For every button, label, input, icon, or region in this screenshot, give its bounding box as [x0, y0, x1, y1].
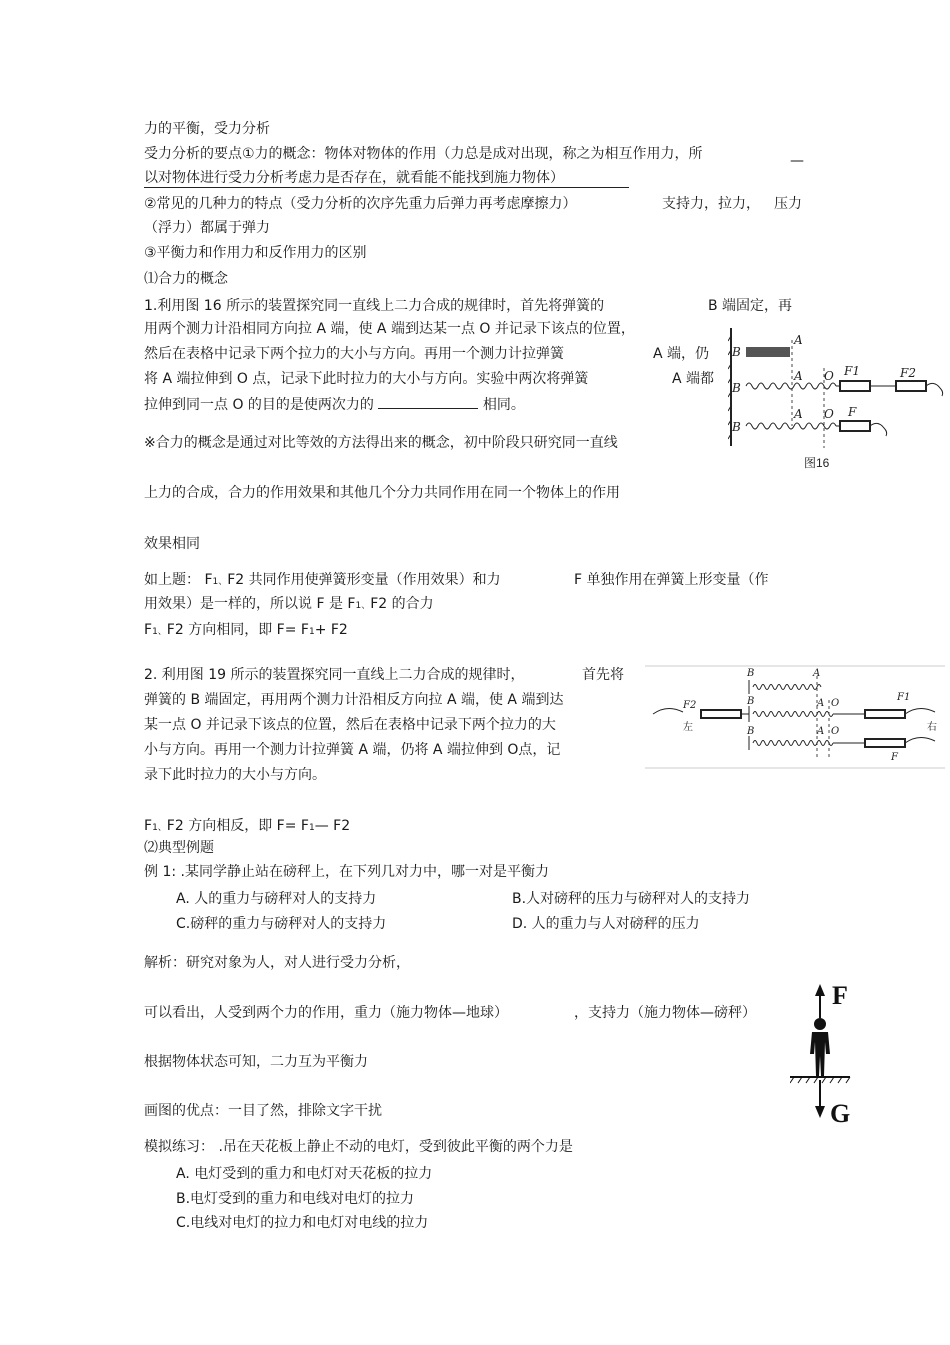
fig16-label-a2: A	[794, 369, 803, 383]
eq2-b: F2 方向相反，即 F= F	[166, 818, 309, 834]
q2-line-4: 小与方向。再用一个测力计拉弹簧 A 端，仍将 A 端拉伸到 O点，记	[144, 742, 561, 758]
eq1-line-2	[144, 595, 434, 615]
practice-stem: 模拟练习： .吊在天花板上静止不动的电灯，受到彼此平衡的两个力是	[144, 1139, 573, 1155]
figure-19	[645, 664, 945, 770]
point-2-line-2: （浮力）都属于弹力	[144, 220, 270, 236]
fig16-label-b2: B	[732, 381, 741, 395]
fig16-label-b1: B	[732, 345, 741, 359]
point-3: ③平衡力和作用力和反作用力的区别	[144, 245, 367, 261]
eq1-l3-sub: 1、	[152, 627, 167, 637]
eq1-text-a: 如上题： F	[144, 572, 213, 588]
q2-line-3: 某一点 O 并记录下该点的位置，然后在表格中记录下两个拉力的大	[144, 717, 556, 733]
example-option-a: A. 人的重力与磅秤对人的支持力	[176, 891, 377, 907]
fig16-label-f1: F1	[844, 364, 860, 378]
practice-option-b: B.电灯受到的重力和电线对电灯的拉力	[176, 1191, 415, 1207]
point-2-pressure: 压力	[774, 196, 802, 212]
fig16-label-o2: O	[824, 369, 834, 383]
analysis-line-3: 根据物体状态可知，二力互为平衡力	[144, 1054, 368, 1070]
fig16-label-a1: A	[794, 333, 803, 347]
page-heading: 力的平衡，受力分析	[144, 121, 270, 137]
eq2-a: F	[144, 818, 153, 834]
fig19-label-f1: F1	[897, 692, 911, 703]
fig16-label-o3: O	[824, 407, 834, 421]
fig19-label-left: 左	[683, 722, 693, 733]
q2-line-1: 2. 利用图 19 所示的装置探究同一直线上二力合成的规律时，	[144, 667, 525, 683]
example-option-d: D. 人的重力与人对磅秤的压力	[512, 916, 700, 932]
eq1-l2-a: 用效果）是一样的，所以说 F 是 F	[144, 596, 356, 612]
analysis-line-2: 可以看出，人受到两个力的作用，重力（施力物体—地球）	[144, 1005, 508, 1021]
eq1-text-b: F2 共同作用使弹簧形变量（作用效果）和力	[227, 572, 501, 588]
fig19-label-o2: O	[831, 698, 840, 709]
fig16-label-f2: F2	[900, 366, 916, 380]
fig19-label-b2: B	[747, 696, 755, 707]
practice-option-a: A. 电灯受到的重力和电灯对天花板的拉力	[176, 1166, 433, 1182]
fig19-label-a2: A	[817, 698, 825, 709]
eq1-l3-b: F2 方向相同，即 F= F	[166, 622, 309, 638]
q2-line-2: 弹簧的 B 端固定，再用两个测力计沿相反方向拉 A 端，使 A 端到达	[144, 692, 564, 708]
q1-line-4-end: A 端都	[672, 371, 715, 387]
q1-line-5	[144, 395, 525, 414]
force-label-f: F	[832, 981, 848, 1010]
practice-option-c: C.电线对电灯的拉力和电灯对电线的拉力	[176, 1215, 429, 1231]
note-line-2: 上力的合成，合力的作用效果和其他几个分力共同作用在同一个物体上的作用	[144, 485, 620, 501]
eq1-l2-sub: 1、	[355, 601, 371, 611]
q2-line-1-end: 首先将	[582, 667, 624, 683]
eq1-l3-c: + F2	[314, 622, 348, 638]
eq1-line-1	[144, 571, 501, 591]
point-1-line-1: 受力分析的要点①力的概念：物体对物体的作用（力总是成对出现，称之为相互作用力，所	[144, 146, 703, 162]
section-1-title: ⑴合力的概念	[144, 271, 228, 287]
eq1-l3-a: F	[144, 622, 153, 638]
eq2-sub: 1、	[152, 823, 167, 833]
example-option-b: B.人对磅秤的压力与磅秤对人的支持力	[512, 891, 751, 907]
force-label-g: G	[830, 1099, 851, 1128]
fig19-label-o3: O	[831, 726, 840, 737]
eq2-c: — F2	[314, 818, 351, 834]
person-force-diagram	[790, 980, 870, 1130]
fig16-label-a3: A	[794, 407, 803, 421]
analysis-line-2-end: ，支持力（施力物体—磅秤）	[574, 1005, 756, 1021]
eq1-line-3	[144, 621, 348, 641]
q1-line-5-tail: 相同。	[482, 397, 525, 413]
point-2-forces: 支持力，拉力，	[662, 196, 760, 212]
fig19-label-f2: F2	[683, 700, 697, 711]
point-2-line-1: ②常见的几种力的特点（受力分析的次序先重力后弹力再考虑摩擦力）	[144, 196, 577, 212]
q1-line-5-text: 拉伸到同一点 O 的目的是使两次力的	[144, 397, 374, 413]
example-option-c: C.磅秤的重力与磅秤对人的支持力	[176, 916, 387, 932]
q1-line-3: 然后在表格中记录下两个拉力的大小与方向。再用一个测力计拉弹簧	[144, 346, 564, 362]
section-2-title: ⑵典型例题	[144, 840, 214, 856]
fig19-label-f: F	[891, 752, 898, 763]
q1-line-3-end: A 端，仍	[653, 346, 710, 362]
note-line-3: 效果相同	[144, 536, 200, 552]
fig19-label-a3: A	[817, 726, 825, 737]
eq2-sub2: 1	[308, 823, 315, 833]
eq1-l3-sub2: 1	[308, 627, 315, 637]
q1-line-1: 1.利用图 16 所示的装置探究同一直线上二力合成的规律时，首先将弹簧的	[144, 298, 605, 314]
fig16-label-f: F	[848, 405, 857, 419]
fig19-label-b1: B	[747, 668, 755, 679]
fig16-caption: 图16	[804, 456, 830, 470]
fig19-label-b3: B	[747, 726, 755, 737]
note-line-1: ※合力的概念是通过对比等效的方法得出来的概念，初中阶段只研究同一直线	[144, 435, 618, 451]
eq1-sub-a: 1、	[212, 577, 228, 587]
fig19-label-a1: A	[813, 668, 821, 679]
q1-line-2: 用两个测力计沿相同方向拉 A 端，使 A 端到达某一点 O 并记录下该点的位置，	[144, 321, 635, 337]
answer-blank[interactable]	[378, 395, 478, 409]
eq2-line-1	[144, 817, 350, 837]
eq1-l2-b: F2 的合力	[370, 596, 434, 612]
eq1-line-1-end: F 单独作用在弹簧上形变量（作	[574, 572, 769, 588]
fig16-label-b3: B	[732, 420, 741, 434]
figure-16	[728, 328, 946, 474]
q2-line-5: 录下此时拉力的大小与方向。	[144, 767, 326, 783]
point-1-dash: —	[790, 153, 804, 169]
point-1-line-2: 以对物体进行受力分析考虑力是否存在，就看能不能找到施力物体）	[144, 169, 629, 188]
q1-line-1-end: B 端固定，再	[708, 298, 793, 314]
example-stem: 例 1: .某同学静止站在磅秤上，在下列几对力中，哪一对是平衡力	[144, 864, 549, 880]
q1-line-4: 将 A 端拉伸到 O 点，记录下此时拉力的大小与方向。实验中两次将弹簧	[144, 371, 589, 387]
analysis-line-1: 解析：研究对象为人，对人进行受力分析，	[144, 955, 410, 971]
analysis-line-4: 画图的优点：一目了然，排除文字干扰	[144, 1103, 382, 1119]
fig19-label-right: 右	[927, 722, 937, 733]
